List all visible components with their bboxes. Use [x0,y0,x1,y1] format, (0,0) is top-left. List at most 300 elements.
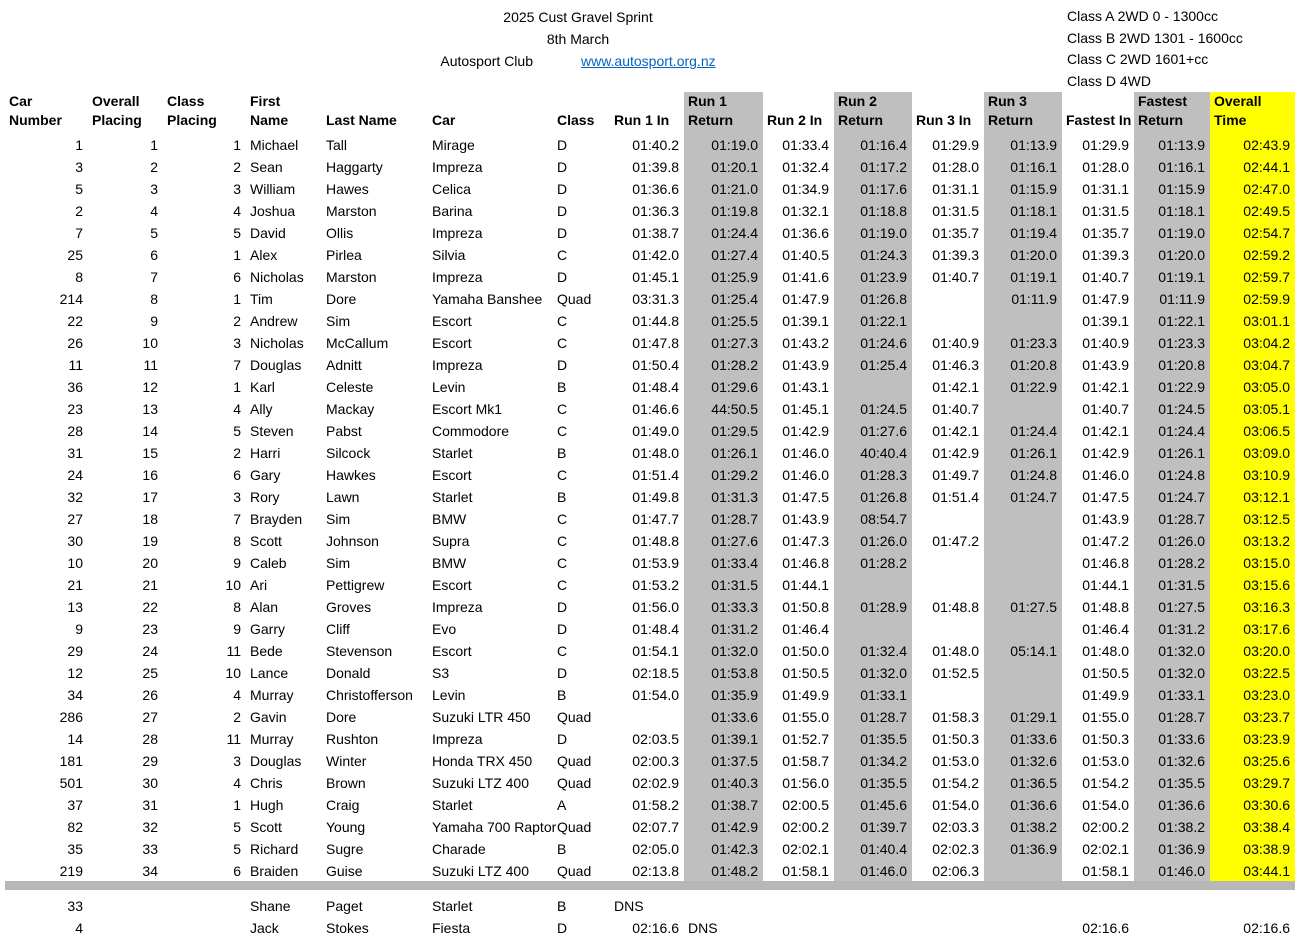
cell-car: Impreza [432,269,483,285]
cell-class: D [557,731,568,747]
cell-class: Quad [557,863,592,879]
cell-class: D [557,920,568,936]
cell-fastest-in: 01:47.9 [1082,291,1129,307]
cell-first-name: Gary [250,467,281,483]
cell-run2-return: 01:17.2 [834,155,912,177]
cell-class-placing: 2 [233,709,241,725]
cell-overall-placing [88,916,163,938]
cell-car: Suzuki LTZ 400 [432,863,530,879]
cell-fastest-in: 01:44.1 [1082,577,1129,593]
cell-class: C [557,247,568,263]
cell-first-name: Karl [250,379,275,395]
cell-last-name: Johnson [326,533,379,549]
cell-car-number: 7 [75,225,83,241]
cell-class-placing: 6 [233,467,241,483]
cell-overall-time: 03:30.6 [1210,793,1295,815]
cell-overall-placing: 16 [142,467,158,483]
cell-overall-time: 02:44.1 [1210,155,1295,177]
cell-run3-in: 01:46.3 [932,357,979,373]
cell-run1-in: 03:31.3 [632,291,679,307]
cell-fastest-in: 01:29.9 [1082,137,1129,153]
cell-car-number: 24 [67,467,83,483]
cell-run3-return: 01:29.1 [984,705,1062,727]
cell-run3-return: 01:15.9 [984,177,1062,199]
cell-run3-return: 01:24.7 [984,485,1062,507]
cell-run2-return: 40:40.4 [834,441,912,463]
cell-class-placing: 2 [233,445,241,461]
cell-last-name: Brown [326,775,366,791]
cell-last-name: Silcock [326,445,371,461]
cell-last-name: Ollis [326,225,354,241]
cell-run3-in: 02:06.3 [932,863,979,879]
cell-run1-return: 01:27.4 [684,243,763,265]
cell-run1-in: 01:48.4 [632,621,679,637]
cell-overall-placing: 31 [142,797,158,813]
cell-run3-return: 01:16.1 [984,155,1062,177]
cell-car-number: 30 [67,533,83,549]
class-legend-a: Class A 2WD 0 - 1300cc [1067,8,1218,24]
cell-car: Charade [432,841,486,857]
cell-run3-in [912,617,984,639]
cell-run3-return: 05:14.1 [984,639,1062,661]
cell-overall-placing: 17 [142,489,158,505]
cell-car: Fiesta [432,920,471,936]
cell-fastest-in: 02:16.6 [1082,920,1129,936]
cell-class: D [557,621,568,637]
cell-run2-in: 01:32.1 [782,203,829,219]
cell-run1-in: 02:07.7 [632,819,679,835]
cell-first-name: Nicholas [250,269,304,285]
cell-first-name: Braiden [250,863,299,879]
cell-overall-time: 03:23.7 [1210,705,1295,727]
cell-overall-time: 02:47.0 [1210,177,1295,199]
cell-fastest-return: 01:11.9 [1134,287,1210,309]
cell-run1-in: 01:47.8 [632,335,679,351]
cell-run2-return: 01:26.8 [834,287,912,309]
cell-run1-in: 02:18.5 [632,665,679,681]
cell-run2-return: 01:23.9 [834,265,912,287]
cell-last-name: Marston [326,269,377,285]
cell-run3-in [912,287,984,309]
cell-class: D [557,357,568,373]
cell-car-number: 27 [67,511,83,527]
cell-class: C [557,577,568,593]
cell-fastest-in: 02:02.1 [1082,841,1129,857]
cell-first-name: Douglas [250,357,302,373]
cell-car-number: 501 [59,775,83,791]
cell-fastest-return [1134,916,1210,938]
cell-run3-return: 01:26.1 [984,441,1062,463]
column-header-run3-return: Run 3 Return [984,92,1062,133]
cell-car-number: 219 [59,863,83,879]
cell-run2-return: 01:24.3 [834,243,912,265]
cell-class-placing: 3 [233,753,241,769]
cell-car: Impreza [432,731,483,747]
cell-fastest-return: 01:26.1 [1134,441,1210,463]
cell-car-number: 14 [67,731,83,747]
cell-run2-in: 01:46.0 [782,445,829,461]
cell-run1-return: 01:33.3 [684,595,763,617]
cell-run3-return [984,859,1062,881]
column-header-overall-time: Overall Time [1210,92,1295,133]
cell-run2-in: 01:36.6 [782,225,829,241]
cell-overall-time: 03:44.1 [1210,859,1295,881]
cell-car-number: 34 [67,687,83,703]
club-website-link[interactable]: www.autosport.org.nz [580,53,716,69]
cell-run2-in: 01:47.9 [782,291,829,307]
cell-run3-return [984,573,1062,595]
cell-class-placing: 3 [233,181,241,197]
cell-run3-in: 01:29.9 [932,137,979,153]
cell-run2-in: 01:55.0 [782,709,829,725]
cell-class-placing: 6 [233,269,241,285]
cell-class: Quad [557,819,592,835]
cell-run1-in: 01:36.6 [632,181,679,197]
cell-run1-in: 01:46.6 [632,401,679,417]
cell-last-name: Pabst [326,423,362,439]
cell-run2-return: 01:35.5 [834,771,912,793]
cell-car-number: 23 [67,401,83,417]
cell-car: BMW [432,511,467,527]
cell-first-name: William [250,181,296,197]
cell-overall-time: 03:04.7 [1210,353,1295,375]
cell-class-placing: 2 [233,159,241,175]
cell-overall-time: 03:05.1 [1210,397,1295,419]
column-header-run3-in: Run 3 In [916,112,972,128]
cell-last-name: Sim [326,511,351,527]
cell-run1-in: 02:00.3 [632,753,679,769]
cell-first-name: Scott [250,819,282,835]
cell-car: Escort [432,577,472,593]
cell-overall-placing: 6 [150,247,158,263]
cell-class: B [557,898,567,914]
cell-run3-return: 01:18.1 [984,199,1062,221]
cell-fastest-in: 01:42.9 [1082,445,1129,461]
cell-fastest-in: 01:48.0 [1082,643,1129,659]
cell-overall-placing [88,894,163,916]
cell-run2-in: 01:43.9 [782,511,829,527]
cell-class: D [557,665,568,681]
cell-run3-in: 01:53.0 [932,753,979,769]
cell-class-placing: 4 [233,687,241,703]
cell-fastest-return: 01:15.9 [1134,177,1210,199]
cell-fastest-in: 01:35.7 [1082,225,1129,241]
cell-run2-in: 01:42.9 [782,423,829,439]
cell-first-name: Michael [250,137,299,153]
cell-run3-return: 01:23.3 [984,331,1062,353]
cell-run1-in: 01:54.0 [632,687,679,703]
cell-run3-return [984,309,1062,331]
cell-overall-time: 03:05.0 [1210,375,1295,397]
cell-class: D [557,181,568,197]
cell-run3-in: 01:31.5 [932,203,979,219]
cell-car-number: 37 [67,797,83,813]
cell-run3-in: 01:28.0 [932,159,979,175]
cell-car-number: 1 [75,137,83,153]
cell-fastest-in: 01:50.3 [1082,731,1129,747]
cell-run2-in: 01:56.0 [782,775,829,791]
cell-class: C [557,423,568,439]
cell-run2-return: 01:24.5 [834,397,912,419]
cell-car-number: 8 [75,269,83,285]
cell-run2-in: 01:58.7 [782,753,829,769]
cell-car: Celica [432,181,471,197]
cell-run2-return: 01:32.4 [834,639,912,661]
cell-first-name: Tim [250,291,273,307]
cell-run3-return: 01:22.9 [984,375,1062,397]
cell-last-name: Craig [326,797,360,813]
cell-last-name: Pirlea [326,247,362,263]
cell-overall-time: 03:38.9 [1210,837,1295,859]
cell-run2-in [763,916,834,938]
cell-run1-return: 01:40.3 [684,771,763,793]
cell-run2-in: 01:33.4 [782,137,829,153]
cell-run1-in: 01:50.4 [632,357,679,373]
cell-overall-time: 03:10.9 [1210,463,1295,485]
column-header-first-name: First Name [250,93,289,128]
cell-car: Impreza [432,599,483,615]
cell-overall-placing: 18 [142,511,158,527]
cell-run1-return: 01:25.5 [684,309,763,331]
cell-class-placing: 11 [226,731,241,747]
cell-overall-time: 02:49.5 [1210,199,1295,221]
cell-run3-in [912,573,984,595]
cell-class-placing: 1 [233,797,241,813]
cell-run1-return [684,894,763,916]
cell-class-placing [163,894,246,916]
cell-fastest-return: 01:28.7 [1134,705,1210,727]
cell-run2-in: 01:46.8 [782,555,829,571]
cell-run2-in: 01:46.4 [782,621,829,637]
cell-run2-return: 01:22.1 [834,309,912,331]
cell-last-name: Paget [326,898,363,914]
cell-last-name: Winter [326,753,367,769]
cell-run1-return: 01:21.0 [684,177,763,199]
cell-car-number: 3 [75,159,83,175]
cell-run2-return: 01:35.5 [834,727,912,749]
cell-car-number: 26 [67,335,83,351]
cell-overall-placing: 12 [142,379,158,395]
cell-run3-in: 01:40.7 [932,401,979,417]
cell-run3-return [984,617,1062,639]
cell-run3-in: 01:51.4 [932,489,979,505]
cell-fastest-return: 01:33.1 [1134,683,1210,705]
cell-fastest-in [1062,894,1134,916]
cell-overall-time: 03:17.6 [1210,617,1295,639]
cell-car-number: 214 [59,291,83,307]
cell-fastest-in: 01:46.0 [1082,467,1129,483]
cell-overall-time: 03:25.6 [1210,749,1295,771]
cell-first-name: Shane [250,898,291,914]
cell-car-number: 13 [67,599,83,615]
cell-first-name: Chris [250,775,283,791]
cell-overall-placing: 5 [150,225,158,241]
cell-run2-in: 02:00.5 [782,797,829,813]
cell-run1-return: 01:35.9 [684,683,763,705]
cell-first-name: Murray [250,687,294,703]
cell-fastest-return: 01:31.2 [1134,617,1210,639]
class-legend-c: Class C 2WD 1601+cc [1067,51,1209,67]
cell-car-number: 286 [59,709,83,725]
cell-last-name: Dore [326,709,357,725]
cell-run2-return: 01:46.0 [834,859,912,881]
cell-run2-in: 01:47.3 [782,533,829,549]
cell-overall-time: 03:29.7 [1210,771,1295,793]
cell-fastest-in: 01:28.0 [1082,159,1129,175]
cell-run1-return: 01:20.1 [684,155,763,177]
cell-first-name: Alex [250,247,278,263]
cell-overall-time: 03:12.1 [1210,485,1295,507]
cell-overall-placing: 7 [150,269,158,285]
cell-class: B [557,445,567,461]
cell-fastest-in: 01:40.9 [1082,335,1129,351]
cell-run3-return: 01:20.8 [984,353,1062,375]
cell-fastest-return: 01:19.1 [1134,265,1210,287]
cell-run2-return: 01:39.7 [834,815,912,837]
cell-last-name: Stevenson [326,643,393,659]
cell-run1-in: 01:49.0 [632,423,679,439]
cell-class-placing: 1 [233,247,241,263]
cell-run3-in: 01:42.1 [932,423,979,439]
cell-run1-in: 01:53.2 [632,577,679,593]
cell-last-name: Stokes [326,920,369,936]
cell-fastest-in: 02:00.2 [1082,819,1129,835]
cell-run2-return: 01:18.8 [834,199,912,221]
cell-run2-return: 01:24.6 [834,331,912,353]
cell-class-placing: 5 [233,841,241,857]
cell-car: Impreza [432,159,483,175]
cell-overall-placing: 10 [142,335,158,351]
cell-car: BMW [432,555,467,571]
cell-car-number: 25 [67,247,83,263]
cell-car-number: 22 [67,313,83,329]
cell-class-placing: 7 [233,511,241,527]
cell-run2-return: 01:34.2 [834,749,912,771]
cell-run3-in: 01:54.0 [932,797,979,813]
cell-car-number: 4 [75,920,83,936]
cell-fastest-in: 01:48.8 [1082,599,1129,615]
cell-car: Mirage [432,137,475,153]
cell-run3-in [912,551,984,573]
cell-last-name: Guise [326,863,363,879]
cell-class: C [557,401,568,417]
cell-fastest-in: 01:43.9 [1082,357,1129,373]
cell-class-placing: 6 [233,863,241,879]
cell-run3-in: 01:39.3 [932,247,979,263]
cell-run1-in: 01:56.0 [632,599,679,615]
cell-car-number: 5 [75,181,83,197]
cell-car: Escort [432,467,472,483]
cell-car-number: 82 [67,819,83,835]
cell-overall-placing: 20 [142,555,158,571]
cell-class-placing: 7 [233,357,241,373]
cell-last-name: Mackay [326,401,375,417]
cell-run1-in: 01:40.2 [632,137,679,153]
cell-first-name: Hugh [250,797,284,813]
column-header-car-number: Car Number [9,93,62,128]
cell-run1-return: 01:28.2 [684,353,763,375]
cell-fastest-in: 01:31.1 [1082,181,1129,197]
cell-fastest-in: 01:47.5 [1082,489,1129,505]
cell-run3-in [912,916,984,938]
cell-run2-return: 01:26.8 [834,485,912,507]
cell-run3-return [984,551,1062,573]
cell-run1-return: 01:37.5 [684,749,763,771]
cell-car-number: 32 [67,489,83,505]
cell-class: D [557,137,568,153]
cell-class-placing: 1 [233,379,241,395]
cell-run2-in: 01:52.7 [782,731,829,747]
cell-car: Silvia [432,247,466,263]
cell-class: B [557,841,567,857]
cell-fastest-return: 01:19.0 [1134,221,1210,243]
cell-last-name: Young [326,819,366,835]
cell-run1-return: 01:33.4 [684,551,763,573]
cell-run1-return: 01:31.2 [684,617,763,639]
cell-run3-in [912,894,984,916]
column-header-class: Class [557,112,595,128]
cell-fastest-in: 01:46.4 [1082,621,1129,637]
cell-run2-in: 01:43.2 [782,335,829,351]
cell-run2-in: 01:43.1 [782,379,829,395]
cell-run1-return: 01:48.2 [684,859,763,881]
cell-run1-return: 01:31.3 [684,485,763,507]
cell-run2-in: 01:45.1 [782,401,829,417]
cell-first-name: Brayden [250,511,303,527]
cell-fastest-return: 01:26.0 [1134,529,1210,551]
cell-overall-placing: 4 [150,203,158,219]
column-header-run2-return: Run 2 Return [834,92,912,133]
cell-fastest-return: 01:23.3 [1134,331,1210,353]
cell-run3-in: 01:42.1 [932,379,979,395]
cell-fastest-return: 01:16.1 [1134,155,1210,177]
cell-overall-placing: 1 [150,137,158,153]
cell-first-name: Jack [250,920,279,936]
cell-car-number: 21 [67,577,83,593]
cell-overall-placing: 22 [142,599,158,615]
cell-class: B [557,687,567,703]
cell-fastest-return: 01:27.5 [1134,595,1210,617]
cell-car: Evo [432,621,457,637]
cell-last-name: Cliff [326,621,350,637]
cell-last-name: Donald [326,665,371,681]
cell-car: Suzuki LTZ 400 [432,775,530,791]
cell-run1-return: 01:53.8 [684,661,763,683]
cell-overall-time: 02:16.6 [1243,920,1290,936]
cell-overall-time: 03:13.2 [1210,529,1295,551]
cell-overall-time: 03:09.0 [1210,441,1295,463]
cell-run1-in: 01:38.7 [632,225,679,241]
cell-fastest-return: 01:38.2 [1134,815,1210,837]
cell-fastest-return: 01:28.7 [1134,507,1210,529]
cell-car: Escort [432,335,472,351]
cell-car-number: 31 [67,445,83,461]
cell-run1-in: 01:47.7 [632,511,679,527]
cell-fastest-return: 01:24.7 [1134,485,1210,507]
cell-run3-in [912,507,984,529]
cell-run2-return [834,375,912,397]
cell-run2-return: 01:28.3 [834,463,912,485]
cell-run3-in: 02:03.3 [932,819,979,835]
cell-class: A [557,797,567,813]
cell-overall-time: 02:43.9 [1210,133,1295,155]
results-table [5,92,1295,881]
cell-run2-return [834,617,912,639]
cell-run3-return: 01:24.8 [984,463,1062,485]
cell-run2-in: 01:41.6 [782,269,829,285]
cell-run3-return: 01:36.6 [984,793,1062,815]
cell-first-name: Lance [250,665,289,681]
